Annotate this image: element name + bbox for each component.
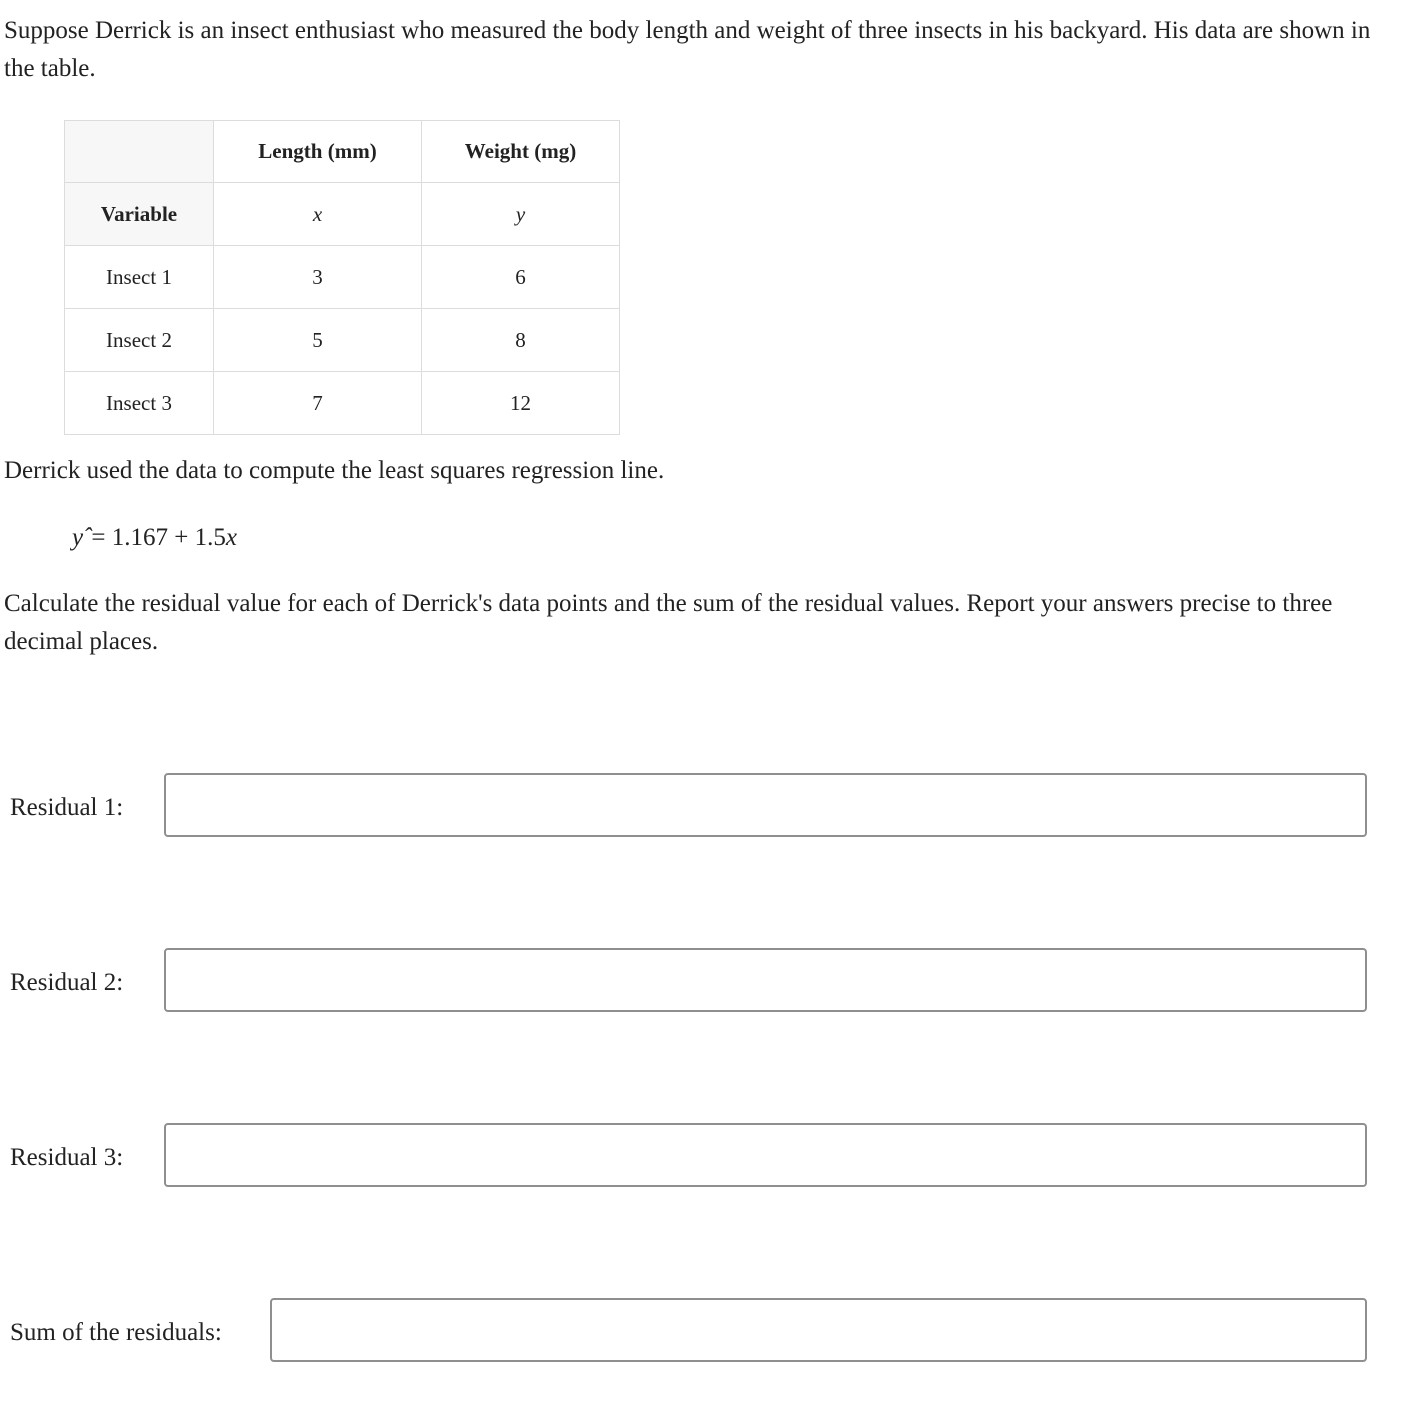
length-value: 3	[214, 246, 422, 309]
sum-residuals-input[interactable]	[270, 1298, 1367, 1362]
insect-data-table	[64, 120, 620, 435]
variable-y: y	[422, 183, 620, 246]
instruction-paragraph: Calculate the residual value for each of Derrick's data points and the sum of the residual values. Report your answers precise to three decimal places.	[4, 590, 1333, 655]
sum-residuals-label: Sum of the residuals:	[10, 1319, 222, 1346]
weight-value: 8	[422, 309, 620, 372]
weight-value: 12	[422, 372, 620, 435]
length-value: 7	[214, 372, 422, 435]
insect-label: Insect 1	[65, 246, 214, 309]
table-row	[65, 372, 620, 435]
equation-y-hat: yˆ	[72, 524, 92, 551]
intro-paragraph: Suppose Derrick is an insect enthusiast who measured the body length and weight of three insects in his backyard. His data are shown in the table.	[4, 17, 1371, 82]
variable-label: Variable	[65, 183, 214, 246]
table-header-empty	[65, 121, 214, 183]
length-value: 5	[214, 309, 422, 372]
weight-value: 6	[422, 246, 620, 309]
residual-1-input[interactable]	[164, 773, 1367, 837]
table-header-row	[65, 121, 620, 183]
insect-label: Insect 3	[65, 372, 214, 435]
table-header-length: Length (mm)	[214, 121, 422, 183]
residual-1-label: Residual 1:	[10, 794, 124, 821]
residual-2-label: Residual 2:	[10, 969, 124, 996]
residual-3-label: Residual 3:	[10, 1144, 124, 1171]
insect-label: Insect 2	[65, 309, 214, 372]
equation-rhs: = 1.167 + 1.5	[91, 524, 226, 551]
residual-2-input[interactable]	[164, 948, 1367, 1012]
regression-paragraph: Derrick used the data to compute the least squares regression line.	[4, 457, 665, 484]
table-row	[65, 309, 620, 372]
table-header-weight: Weight (mg)	[422, 121, 620, 183]
residual-3-input[interactable]	[164, 1123, 1367, 1187]
variable-x: x	[214, 183, 422, 246]
table-row	[65, 246, 620, 309]
equation-x: x	[225, 524, 237, 551]
table-row	[65, 183, 620, 246]
regression-equation	[72, 519, 237, 557]
